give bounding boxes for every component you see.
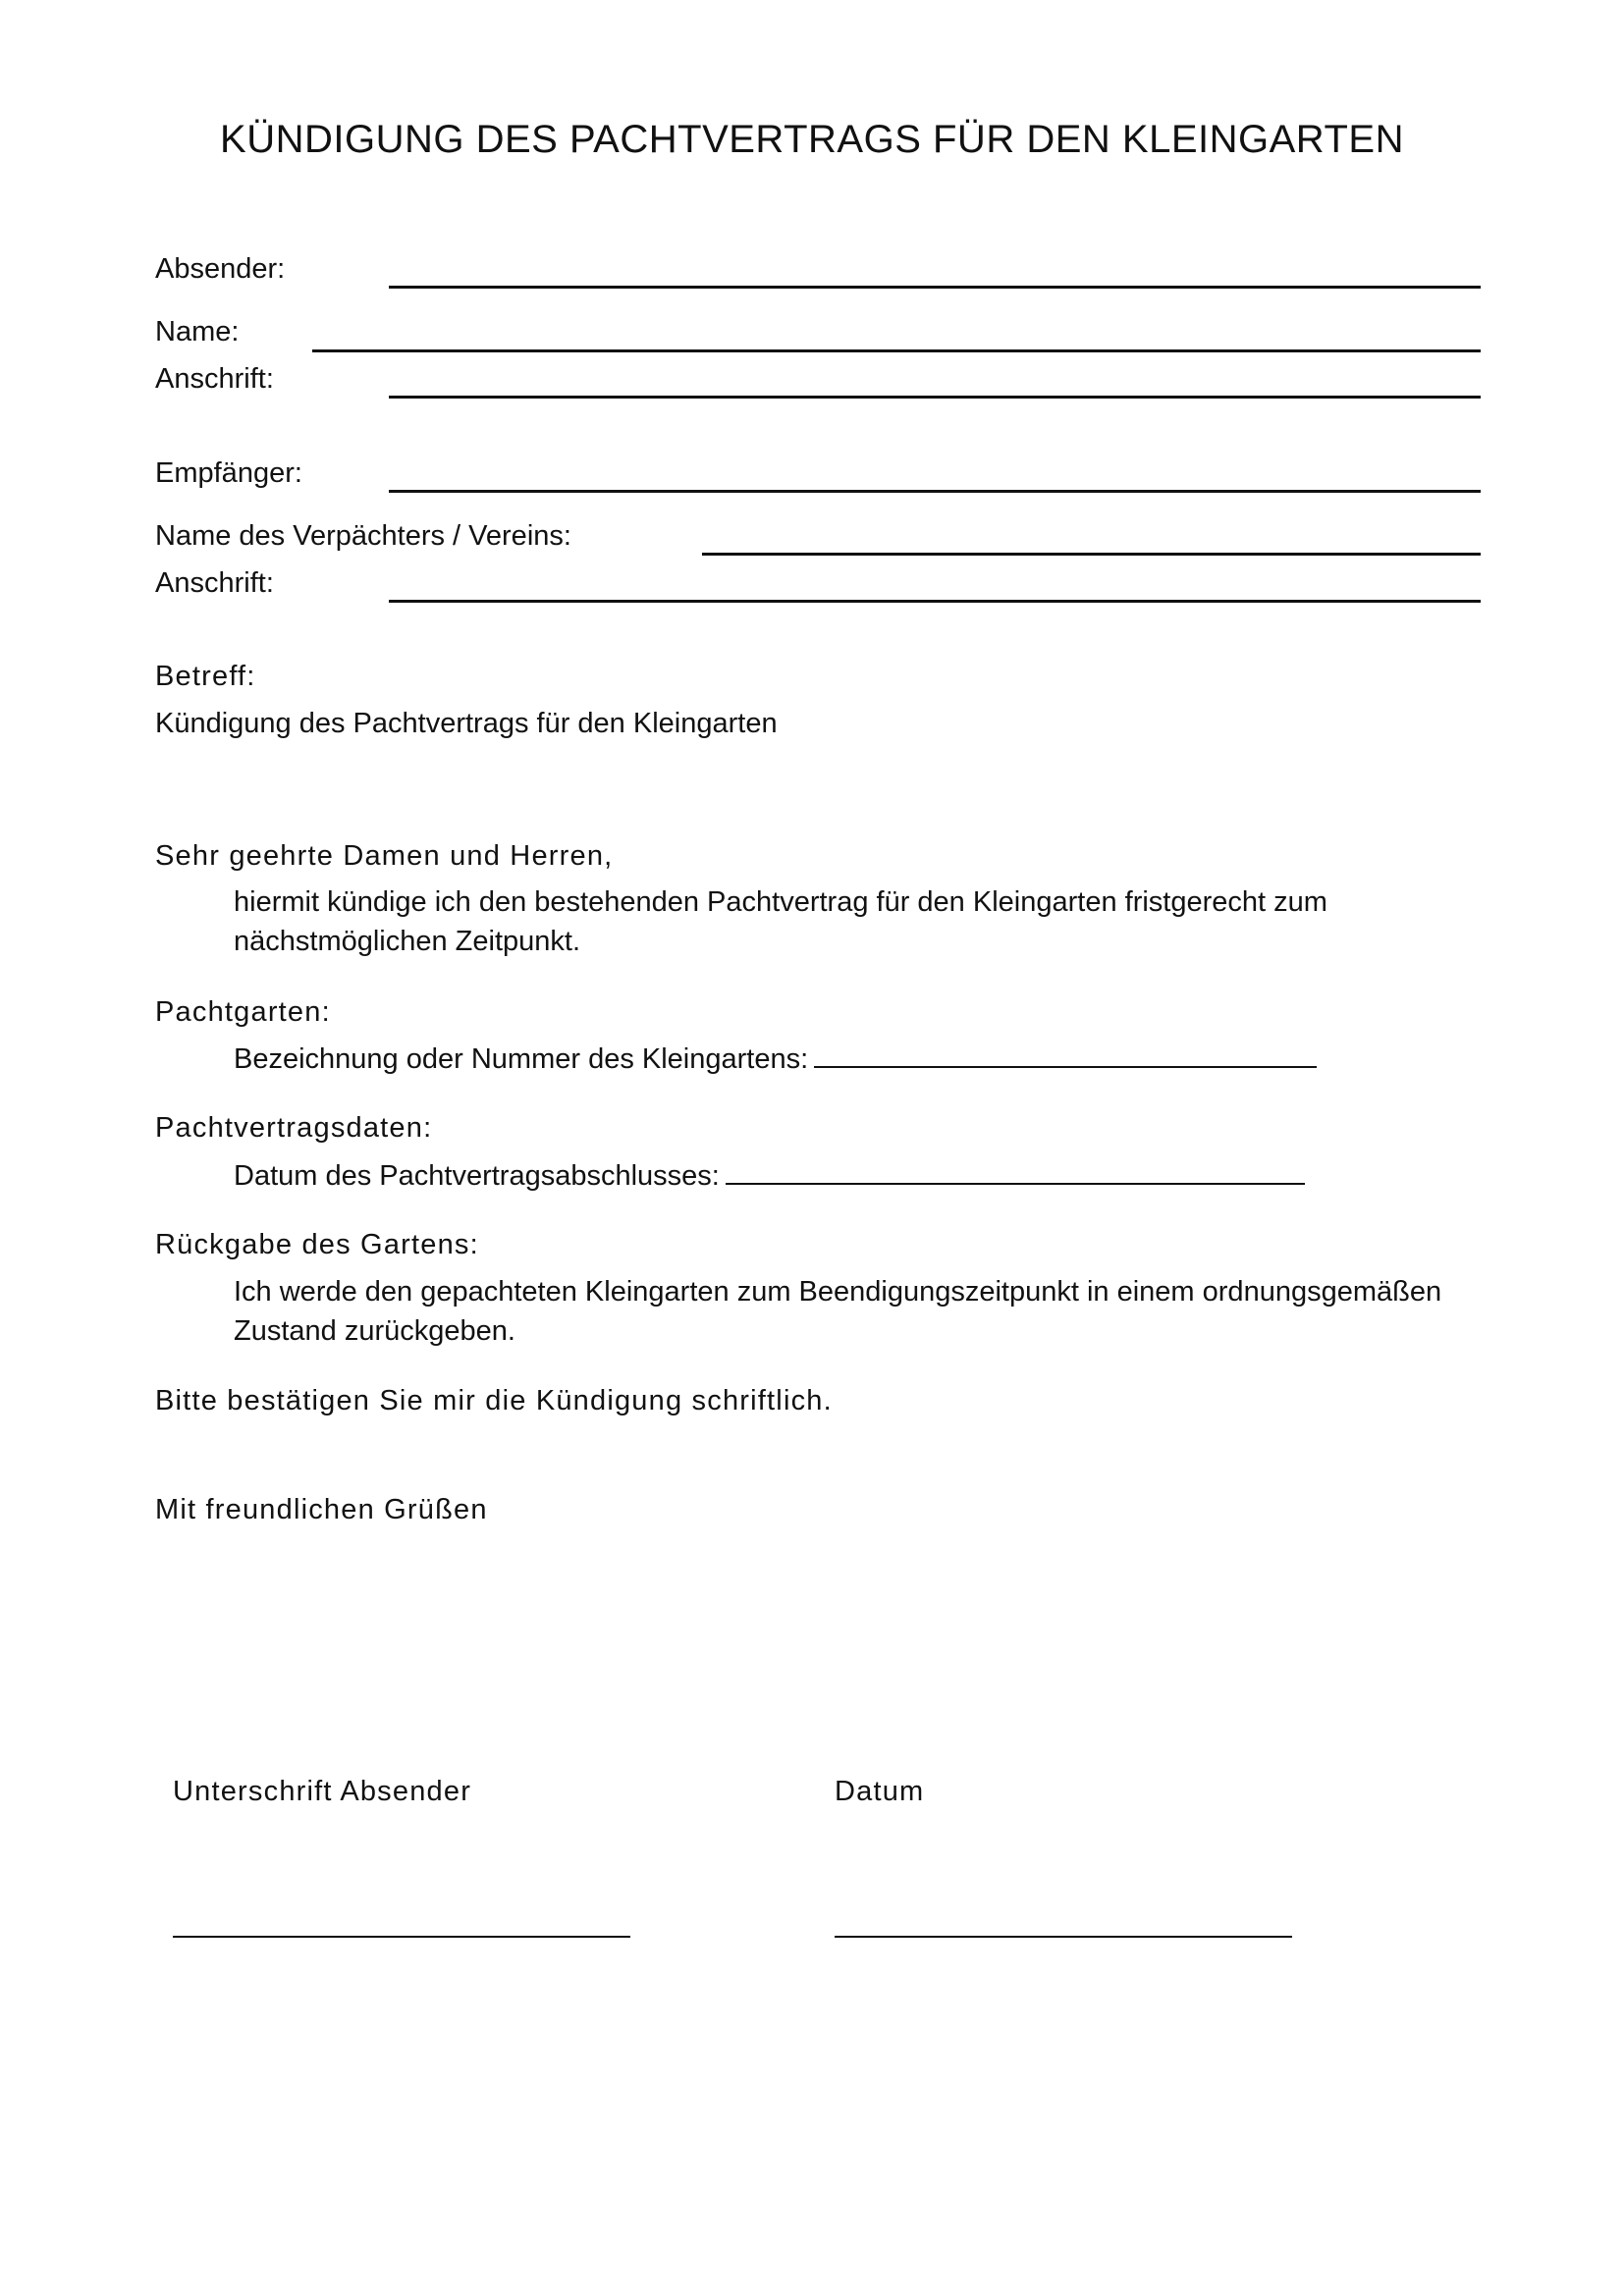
signature-sender-label: Unterschrift Absender xyxy=(173,1776,472,1807)
sender-address-field-line[interactable] xyxy=(389,396,1481,399)
return-line-1: Ich werde den gepachteten Kleingarten zum Beendigungszeitpunkt in einem ordnungsgemäßen xyxy=(234,1276,1442,1308)
contract-field-label: Datum des Pachtvertragsabschlusses: xyxy=(234,1160,720,1192)
recipient-field-line[interactable] xyxy=(389,490,1481,493)
return-heading: Rückgabe des Gartens: xyxy=(155,1229,479,1260)
subject-text: Kündigung des Pachtvertrags für den Kleingarten xyxy=(155,708,778,739)
sender-address-label: Anschrift: xyxy=(155,363,274,395)
closing: Mit freundlichen Grüßen xyxy=(155,1494,488,1525)
signature-date-label: Datum xyxy=(835,1776,925,1807)
return-line-2: Zustand zurückgeben. xyxy=(234,1315,515,1347)
recipient-address-field-line[interactable] xyxy=(389,600,1481,603)
sender-name-label: Name: xyxy=(155,316,240,347)
recipient-name-label: Name des Verpächters / Vereins: xyxy=(155,520,571,552)
garden-field-row xyxy=(234,1042,1317,1076)
garden-field-blank[interactable] xyxy=(814,1042,1317,1068)
contract-heading: Pachtvertragsdaten: xyxy=(155,1112,433,1144)
contract-field-row xyxy=(234,1159,1305,1193)
contract-field-blank[interactable] xyxy=(726,1159,1305,1185)
subject-label: Betreff: xyxy=(155,661,256,692)
sender-label: Absender: xyxy=(155,253,286,285)
confirmation-request: Bitte bestätigen Sie mir die Kündigung schriftlich. xyxy=(155,1385,833,1416)
sender-field-line[interactable] xyxy=(389,286,1481,289)
intro-line-2: nächstmöglichen Zeitpunkt. xyxy=(234,926,581,957)
signature-sender-line[interactable] xyxy=(173,1936,630,1938)
recipient-address-label: Anschrift: xyxy=(155,567,274,599)
recipient-label: Empfänger: xyxy=(155,457,302,489)
signature-date-line[interactable] xyxy=(835,1936,1292,1938)
recipient-name-field-line[interactable] xyxy=(702,553,1481,556)
salutation: Sehr geehrte Damen und Herren, xyxy=(155,840,614,872)
garden-heading: Pachtgarten: xyxy=(155,996,331,1028)
garden-field-label: Bezeichnung oder Nummer des Kleingartens: xyxy=(234,1043,809,1075)
document-title: KÜNDIGUNG DES PACHTVERTRAGS FÜR DEN KLEINGARTEN xyxy=(220,118,1404,161)
sender-name-field-line[interactable] xyxy=(312,349,1481,352)
intro-line-1: hiermit kündige ich den bestehenden Pachtvertrag für den Kleingarten fristgerecht zum xyxy=(234,886,1327,918)
